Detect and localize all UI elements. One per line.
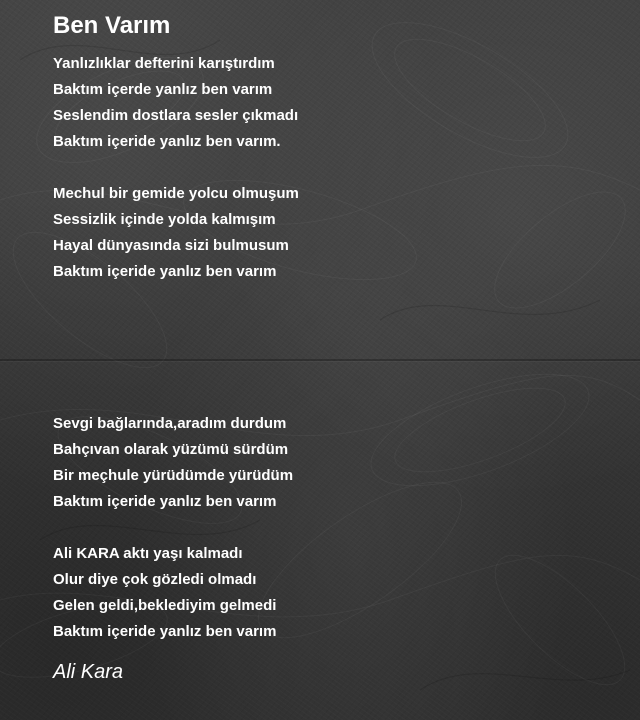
poem-line: Baktım içeride yanlız ben varım. [53, 133, 281, 150]
poem-line: Bir meçhule yürüdümde yürüdüm [53, 467, 294, 484]
poem-line: Olur diye çok gözledi olmadı [53, 571, 257, 588]
poem-author: Ali Kara [53, 661, 124, 683]
poem-line: Baktım içeride yanlız ben varım [53, 263, 277, 280]
poem-line: Mechul bir gemide yolcu olmuşum [53, 185, 299, 202]
poem-line: Bahçıvan olarak yüzümü sürdüm [53, 441, 289, 458]
poem-line: Hayal dünyasında sizi bulmusum [53, 237, 289, 254]
stanza [53, 181, 299, 285]
poem-line: Ali KARA aktı yaşı kalmadı [53, 545, 243, 562]
poem-line: Baktım içerde yanlız ben varım [53, 81, 273, 98]
poem-line: Yanlızlıklar defterini karıştırdım [53, 55, 275, 72]
poem-line: Sevgi bağlarında,aradım durdum [53, 415, 287, 432]
poem-line: Seslendim dostlara sesler çıkmadı [53, 107, 299, 124]
stanza [53, 411, 293, 515]
poem-line: Sessizlik içinde yolda kalmışım [53, 211, 276, 228]
poem-line: Gelen geldi,beklediyim gelmedi [53, 597, 277, 614]
stanza [53, 51, 298, 155]
poem-line: Baktım içeride yanlız ben varım [53, 623, 277, 640]
poem-line: Baktım içeride yanlız ben varım [53, 493, 277, 510]
panel-divider [0, 359, 640, 361]
poem-title: Ben Varım [53, 12, 171, 39]
stanza [53, 541, 276, 645]
